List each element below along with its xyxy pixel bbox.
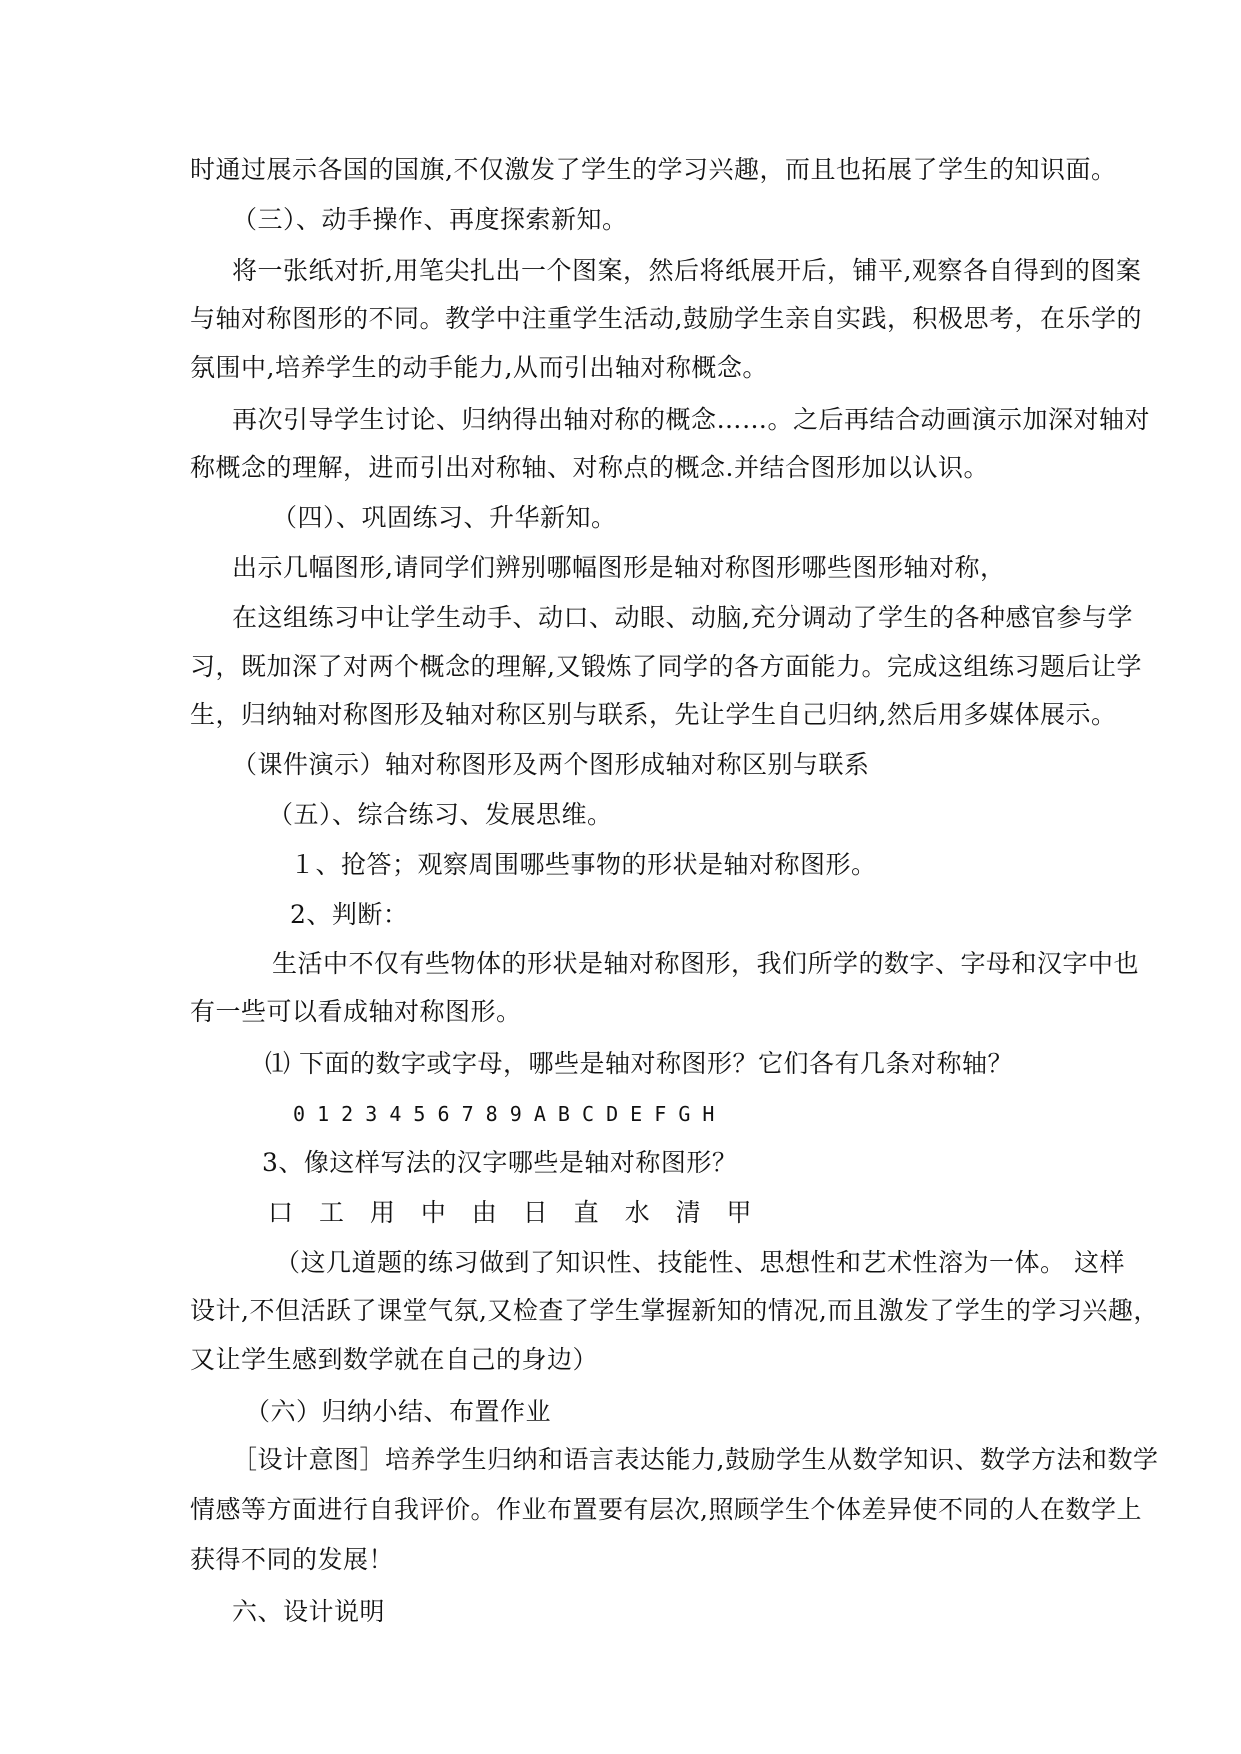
paragraph-line: 将一张纸对折,用笔尖扎出一个图案，然后将纸展开后，铺平,观察各自得到的图案 [232,256,1142,285]
paragraph-line: 生活中不仅有些物体的形状是轴对称图形，我们所学的数字、字母和汉字中也 [272,949,1140,978]
paragraph-line: 再次引导学生讨论、归纳得出轴对称的概念……。之后再结合动画演示加深对轴对 [232,405,1151,434]
list-item: １、抢答；观察周围哪些事物的形状是轴对称图形。 [290,850,877,879]
paragraph-line: （课件演示）轴对称图形及两个图形成轴对称区别与联系 [232,750,870,779]
paragraph-line: 生，归纳轴对称图形及轴对称区别与联系，先让学生自己归纳,然后用多媒体展示。 [190,700,1117,729]
paragraph-line: ［设计意图］培养学生归纳和语言表达能力,鼓励学生从数学知识、数学方法和数学 [232,1445,1159,1474]
hanzi-examples-line: 口 工 用 中 由 日 直 水 清 甲 [268,1198,761,1227]
paragraph-line: 在这组练习中让学生动手、动口、动眼、动脑,充分调动了学生的各种感官参与学 [232,603,1133,632]
question-line: ⑴ 下面的数字或字母，哪些是轴对称图形？它们各有几条对称轴？ [265,1049,1013,1078]
section-heading-3: （三）、动手操作、再度探索新知。 [232,205,628,234]
paragraph-line: 有一些可以看成轴对称图形。 [190,997,522,1026]
paragraph-line: 获得不同的发展！ [190,1545,395,1574]
paragraph-line: （这几道题的练习做到了知识性、技能性、思想性和艺术性溶为一体。 这样 [275,1248,1125,1277]
section-heading-6: （六）归纳小结、布置作业 [245,1397,552,1426]
paragraph-line: 氛围中,培养学生的动手能力,从而引出轴对称概念。 [190,353,768,382]
digits-letters-line: 0 1 2 3 4 5 6 7 8 9 A B C D E F G H [293,1102,715,1126]
paragraph-line: 又让学生感到数学就在自己的身边） [190,1345,599,1374]
paragraph-line: 出示几幅图形,请同学们辨别哪幅图形是轴对称图形哪些图形轴对称， [232,553,1006,582]
list-item: 2、判断： [290,900,409,929]
section-heading-4: （四）、巩固练习、升华新知。 [272,503,617,532]
paragraph-line: 习，既加深了对两个概念的理解,又锻炼了同学的各方面能力。完成这组练习题后让学 [190,652,1142,681]
list-item: 3、像这样写法的汉字哪些是轴对称图形？ [262,1148,738,1177]
paragraph-line: 时通过展示各国的国旗,不仅激发了学生的学习兴趣，而且也拓展了学生的知识面。 [190,155,1117,184]
paragraph-line: 设计,不但活跃了课堂气氛,又检查了学生掌握新知的情况,而且激发了学生的学习兴趣， [190,1296,1159,1325]
paragraph-line: 称概念的理解，进而引出对称轴、对称点的概念.并结合图形加以认识。 [190,453,989,482]
paragraph-line: 情感等方面进行自我评价。作业布置要有层次,照顾学生个体差异使不同的人在数学上 [190,1495,1142,1524]
section-heading: 六、设计说明 [232,1597,386,1626]
section-heading-5: （五）、综合练习、发展思维。 [268,800,613,829]
paragraph-line: 与轴对称图形的不同。教学中注重学生活动,鼓励学生亲自实践，积极思考，在乐学的 [190,304,1142,333]
